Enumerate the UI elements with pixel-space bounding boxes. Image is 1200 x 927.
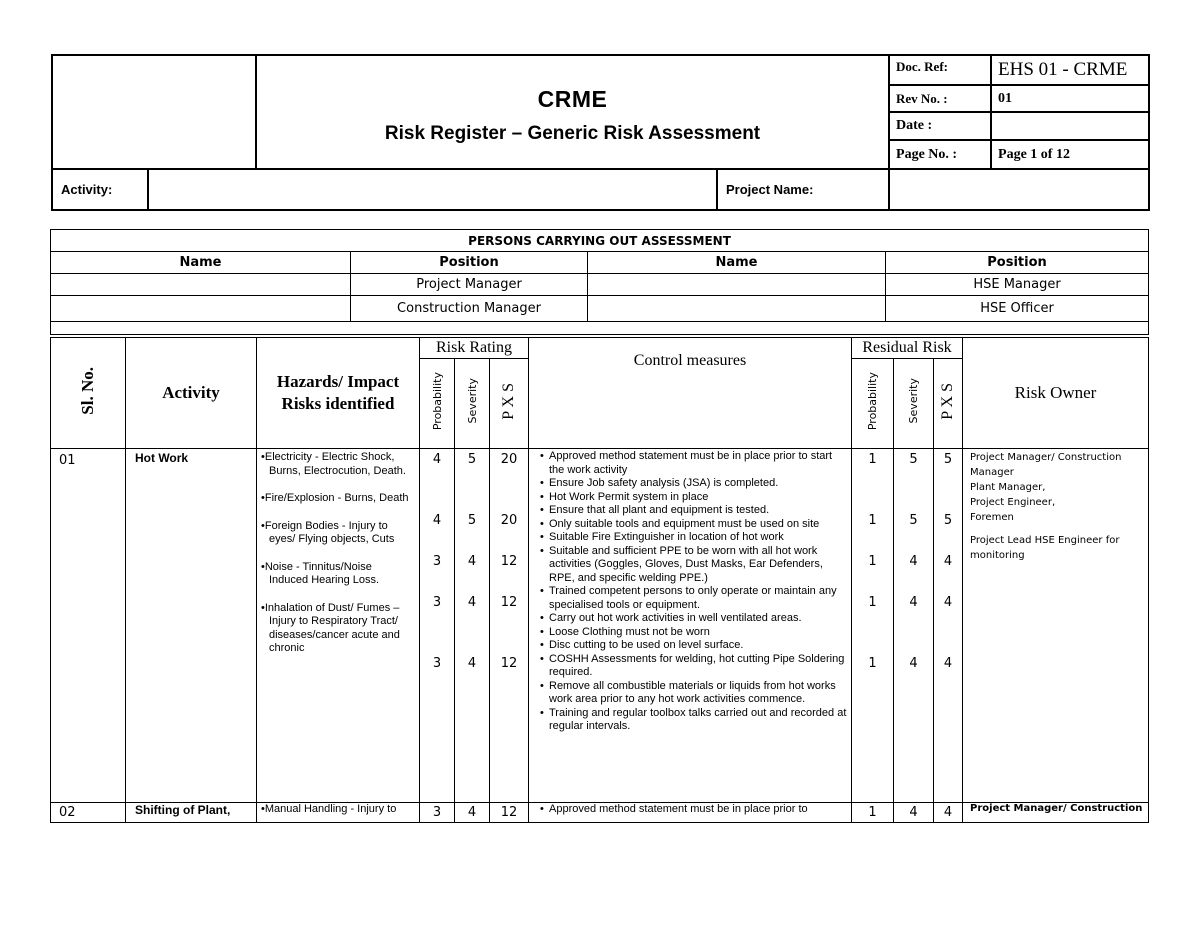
control-measures-cell xyxy=(529,449,852,803)
hazard-item: •Foreign Bodies - Injury to eyes/ Flying objects, Cuts xyxy=(261,519,395,545)
probability-cell: 4 4 3 3 3 xyxy=(420,449,455,803)
control-item: • COSHH Assessments for welding, hot cutting Pipe Soldering required. xyxy=(549,653,847,680)
hazards-cell: •Manual Handling - Injury to xyxy=(257,803,420,823)
header-risk-rating: Risk Rating xyxy=(420,338,529,359)
logo-area-right xyxy=(148,55,256,169)
control-item: • Carry out hot work activities in well ventilated areas. xyxy=(549,612,847,626)
rev-value: 01 xyxy=(991,85,1149,112)
owner-line: Project Manager/ Construction Manager xyxy=(970,452,1122,478)
pxs-cell: 20 20 12 12 12 xyxy=(490,449,529,803)
control-item: • Hot Work Permit system in place xyxy=(549,491,847,505)
control-item: • Trained competent persons to only operate or maintain any specialised tools or equipment. xyxy=(549,585,847,612)
header-hazards: Hazards/ Impact Risks identified xyxy=(257,338,420,449)
header-probability: Probability xyxy=(420,359,455,449)
person-position: Construction Manager xyxy=(351,296,588,322)
header-activity: Activity xyxy=(126,338,257,449)
page-value: Page 1 of 12 xyxy=(991,140,1149,169)
control-measures-cell xyxy=(529,803,852,823)
table-row xyxy=(51,449,1149,803)
header-sl-no: Sl. No. xyxy=(51,338,126,449)
sl-no: 01 xyxy=(51,449,126,803)
rev-label: Rev No. : xyxy=(889,85,991,112)
date-label: Date : xyxy=(889,112,991,140)
control-item: • Remove all combustible materials or liquids from hot works work area prior to any hot work activities commence. xyxy=(549,680,847,707)
severity-cell: 4 xyxy=(455,803,490,823)
residual-probability-cell: 1 1 1 1 1 xyxy=(852,449,894,803)
activity-value xyxy=(148,169,717,210)
hazard-item: •Electricity - Electric Shock, Burns, Electrocution, Death. xyxy=(261,451,406,477)
person-name xyxy=(51,296,351,322)
activity-label: Activity: xyxy=(52,169,148,210)
control-item: • Suitable Fire Extinguisher in location of hot work xyxy=(549,531,847,545)
title-block xyxy=(256,55,889,169)
hazard-item: •Noise - Tinnitus/Noise Induced Hearing Loss. xyxy=(261,560,380,586)
activity-cell: Hot Work xyxy=(126,449,257,803)
control-item: • Only suitable tools and equipment must be used on site xyxy=(549,518,847,532)
person-position: HSE Officer xyxy=(886,296,1149,322)
persons-col-position2: Position xyxy=(886,252,1149,274)
header-risk-owner: Risk Owner xyxy=(963,338,1149,449)
logo-area xyxy=(52,55,148,169)
table-row xyxy=(51,803,1149,823)
header-residual-severity: Severity xyxy=(894,359,934,449)
control-item: • Disc cutting to be used on level surface. xyxy=(549,639,847,653)
risk-owner-cell xyxy=(963,449,1149,803)
persons-col-name: Name xyxy=(51,252,351,274)
document-subtitle: Risk Register – Generic Risk Assessment xyxy=(384,122,761,144)
owner-line: Foremen xyxy=(970,512,1014,523)
control-item: • Suitable and sufficient PPE to be worn with all hot work activities (Goggles, Gloves, Dust Masks, Ear Defenders, RPE, and specific welding PPE.) xyxy=(549,545,847,586)
residual-pxs-cell: 5 5 4 4 4 xyxy=(934,449,963,803)
persons-title: PERSONS CARRYING OUT ASSESSMENT xyxy=(51,230,1149,252)
residual-severity-cell: 5 5 4 4 4 xyxy=(894,449,934,803)
risk-owner-cell: Project Manager/ Construction xyxy=(963,803,1149,823)
doc-ref-value: EHS 01 - CRME xyxy=(991,55,1149,85)
date-value xyxy=(991,112,1149,140)
risk-table xyxy=(50,337,1149,823)
persons-col-name2: Name xyxy=(588,252,886,274)
persons-row xyxy=(51,296,1149,322)
hazard-item: •Inhalation of Dust/ Fumes – Injury to Respiratory Tract/ diseases/cancer acute and chronic xyxy=(261,601,400,654)
owner-line: Project Engineer, xyxy=(970,497,1056,508)
hazards-cell xyxy=(257,449,420,803)
control-item: • Loose Clothing must not be worn xyxy=(549,626,847,640)
header-residual-risk: Residual Risk xyxy=(852,338,963,359)
header-pxs: P X S xyxy=(490,359,529,449)
document-title: CRME xyxy=(537,85,608,112)
person-name xyxy=(51,274,351,296)
project-name-value xyxy=(889,169,1149,210)
person-position: Project Manager xyxy=(351,274,588,296)
header-residual-pxs: P X S xyxy=(934,359,963,449)
probability-cell: 3 xyxy=(420,803,455,823)
control-item: • Training and regular toolbox talks carried out and recorded at regular intervals. xyxy=(549,707,847,734)
persons-spacer xyxy=(51,322,1149,335)
residual-probability-cell: 1 xyxy=(852,803,894,823)
header-severity: Severity xyxy=(455,359,490,449)
persons-row xyxy=(51,274,1149,296)
header-control-measures: Control measures xyxy=(529,338,852,449)
header-residual-probability: Probability xyxy=(852,359,894,449)
person-name xyxy=(588,274,886,296)
residual-pxs-cell: 4 xyxy=(934,803,963,823)
activity-cell: Shifting of Plant, xyxy=(126,803,257,823)
control-item: • Ensure that all plant and equipment is tested. xyxy=(549,504,847,518)
document-header xyxy=(51,54,1150,211)
person-name xyxy=(588,296,886,322)
sl-no: 02 xyxy=(51,803,126,823)
page-label: Page No. : xyxy=(889,140,991,169)
hazard-item: •Fire/Explosion - Burns, Death xyxy=(261,492,409,504)
owner-line: Plant Manager, xyxy=(970,482,1046,493)
control-item: • Approved method statement must be in place prior to xyxy=(549,803,851,817)
person-position: HSE Manager xyxy=(886,274,1149,296)
pxs-cell: 12 xyxy=(490,803,529,823)
owner-line: Project Lead HSE Engineer for monitoring xyxy=(970,535,1120,561)
persons-col-position: Position xyxy=(351,252,588,274)
residual-severity-cell: 4 xyxy=(894,803,934,823)
severity-cell: 5 5 4 4 4 xyxy=(455,449,490,803)
control-item: • Ensure Job safety analysis (JSA) is completed. xyxy=(549,477,847,491)
persons-table xyxy=(50,229,1149,335)
control-item: • Approved method statement must be in place prior to start the work activity xyxy=(549,450,847,477)
doc-ref-label: Doc. Ref: xyxy=(889,55,991,85)
project-name-label: Project Name: xyxy=(717,169,889,210)
